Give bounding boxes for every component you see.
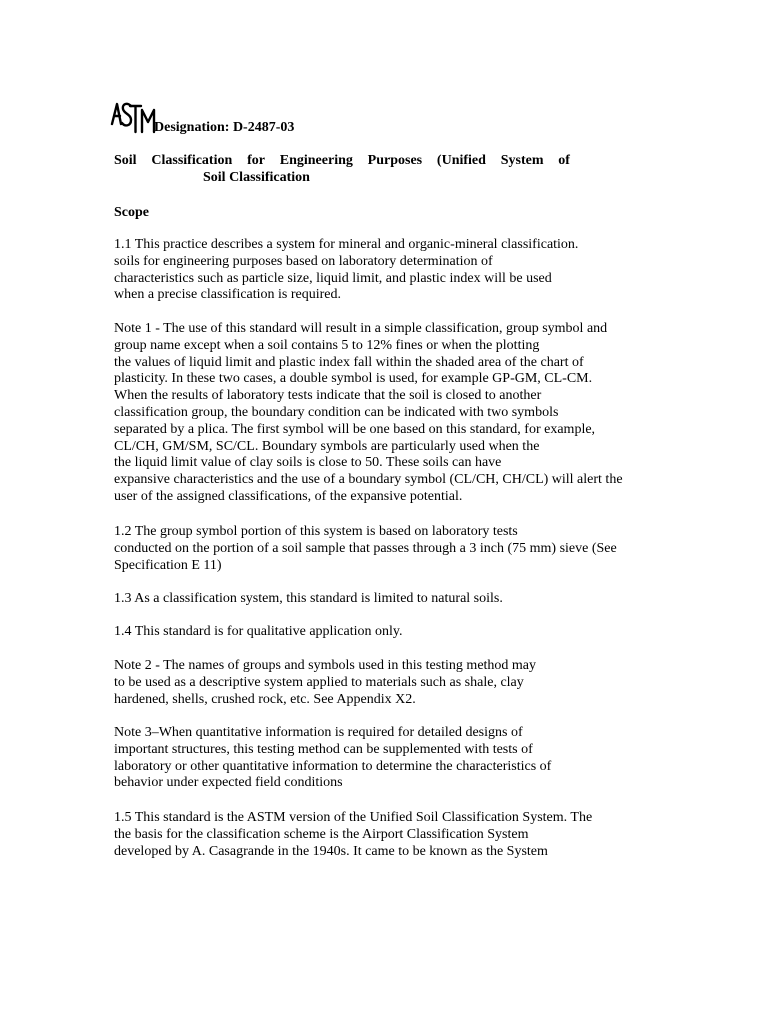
note-2 — [114, 658, 536, 708]
paragraph-line: separated by a plica. The first symbol will be one based on this standard, for example, — [114, 421, 596, 437]
paragraph-line: Note 1 - The use of this standard will result in a simple classification, group symbol and — [114, 321, 608, 336]
paragraph-line: group name except when a soil contains 5 to 12% fines or when the plotting — [114, 337, 540, 353]
paragraph-line: behavior under expected field conditions — [114, 775, 343, 791]
paragraph-line: 1.5 This standard is the ASTM version of the Unified Soil Classification System. The — [114, 810, 593, 825]
paragraph-1-2 — [114, 524, 617, 574]
paragraph-line: conducted on the portion of a soil sample that passes through a 3 inch (75 mm) sieve (See — [114, 540, 617, 556]
paragraph-line: important structures, this testing method can be supplemented with tests of — [114, 741, 533, 757]
note-1 — [114, 321, 623, 506]
paragraph-line: CL/CH, GM/SM, SC/CL. Boundary symbols are particularly used when the — [114, 438, 540, 454]
paragraph-line: 1.4 This standard is for qualitative application only. — [114, 624, 403, 639]
astm-logo-icon — [110, 98, 158, 138]
paragraph-line: the liquid limit value of clay soils is close to 50. These soils can have — [114, 455, 502, 471]
paragraph-line: 1.2 The group symbol portion of this system is based on laboratory tests — [114, 524, 518, 539]
title-word: (Unified — [436, 153, 486, 168]
paragraph-line: user of the assigned classifications, of the expansive potential. — [114, 488, 463, 504]
paragraph-line: When the results of laboratory tests indicate that the soil is closed to another — [114, 388, 542, 404]
designation-text: Designation: D-2487-03 — [154, 120, 295, 135]
paragraph-line: to be used as a descriptive system applied to materials such as shale, clay — [114, 674, 524, 690]
title-word: Engineering — [279, 153, 353, 168]
paragraph-line: soils for engineering purposes based on laboratory determination of — [114, 253, 493, 269]
title-word: of — [558, 153, 570, 168]
paragraph-line: classification group, the boundary condition can be indicated with two symbols — [114, 404, 559, 420]
paragraph-1-3 — [114, 591, 503, 608]
paragraph-line: 1.1 This practice describes a system for mineral and organic-mineral classification. — [114, 237, 579, 252]
paragraph-line: Specification E 11) — [114, 557, 222, 573]
paragraph-1-1 — [114, 237, 578, 304]
title-word: Purposes — [367, 153, 423, 168]
paragraph-line: expansive characteristics and the use of a boundary symbol (CL/CH, CH/CL) will alert the — [114, 472, 623, 488]
paragraph-line: the values of liquid limit and plastic index fall within the shaded area of the chart of — [114, 354, 584, 370]
paragraph-1-5 — [114, 810, 592, 860]
note-3 — [114, 725, 551, 792]
paragraph-line: laboratory or other quantitative information to determine the characteristics of — [114, 758, 552, 774]
title-word: for — [247, 153, 265, 168]
paragraph-line: Note 2 - The names of groups and symbols used in this testing method may — [114, 658, 537, 673]
paragraph-line: 1.3 As a classification system, this standard is limited to natural soils. — [114, 591, 503, 606]
document-title-line1 — [114, 153, 570, 169]
paragraph-line: when a precise classification is required. — [114, 287, 342, 303]
scope-heading: Scope — [114, 205, 149, 220]
paragraph-line: developed by A. Casagrande in the 1940s. It came to be known as the System — [114, 843, 548, 859]
paragraph-line: plasticity. In these two cases, a double symbol is used, for example GP-GM, CL-CM. — [114, 371, 593, 387]
title-word: Soil — [114, 153, 137, 168]
title-word: System — [500, 153, 544, 168]
paragraph-line: the basis for the classification scheme is the Airport Classification System — [114, 826, 529, 842]
paragraph-line: hardened, shells, crushed rock, etc. See Appendix X2. — [114, 691, 416, 707]
document-title-line2: Soil Classification — [203, 170, 310, 185]
paragraph-line: characteristics such as particle size, liquid limit, and plastic index will be used — [114, 270, 552, 286]
title-word: Classification — [151, 153, 233, 168]
paragraph-1-4 — [114, 624, 403, 641]
paragraph-line: Note 3–When quantitative information is required for detailed designs of — [114, 725, 523, 740]
